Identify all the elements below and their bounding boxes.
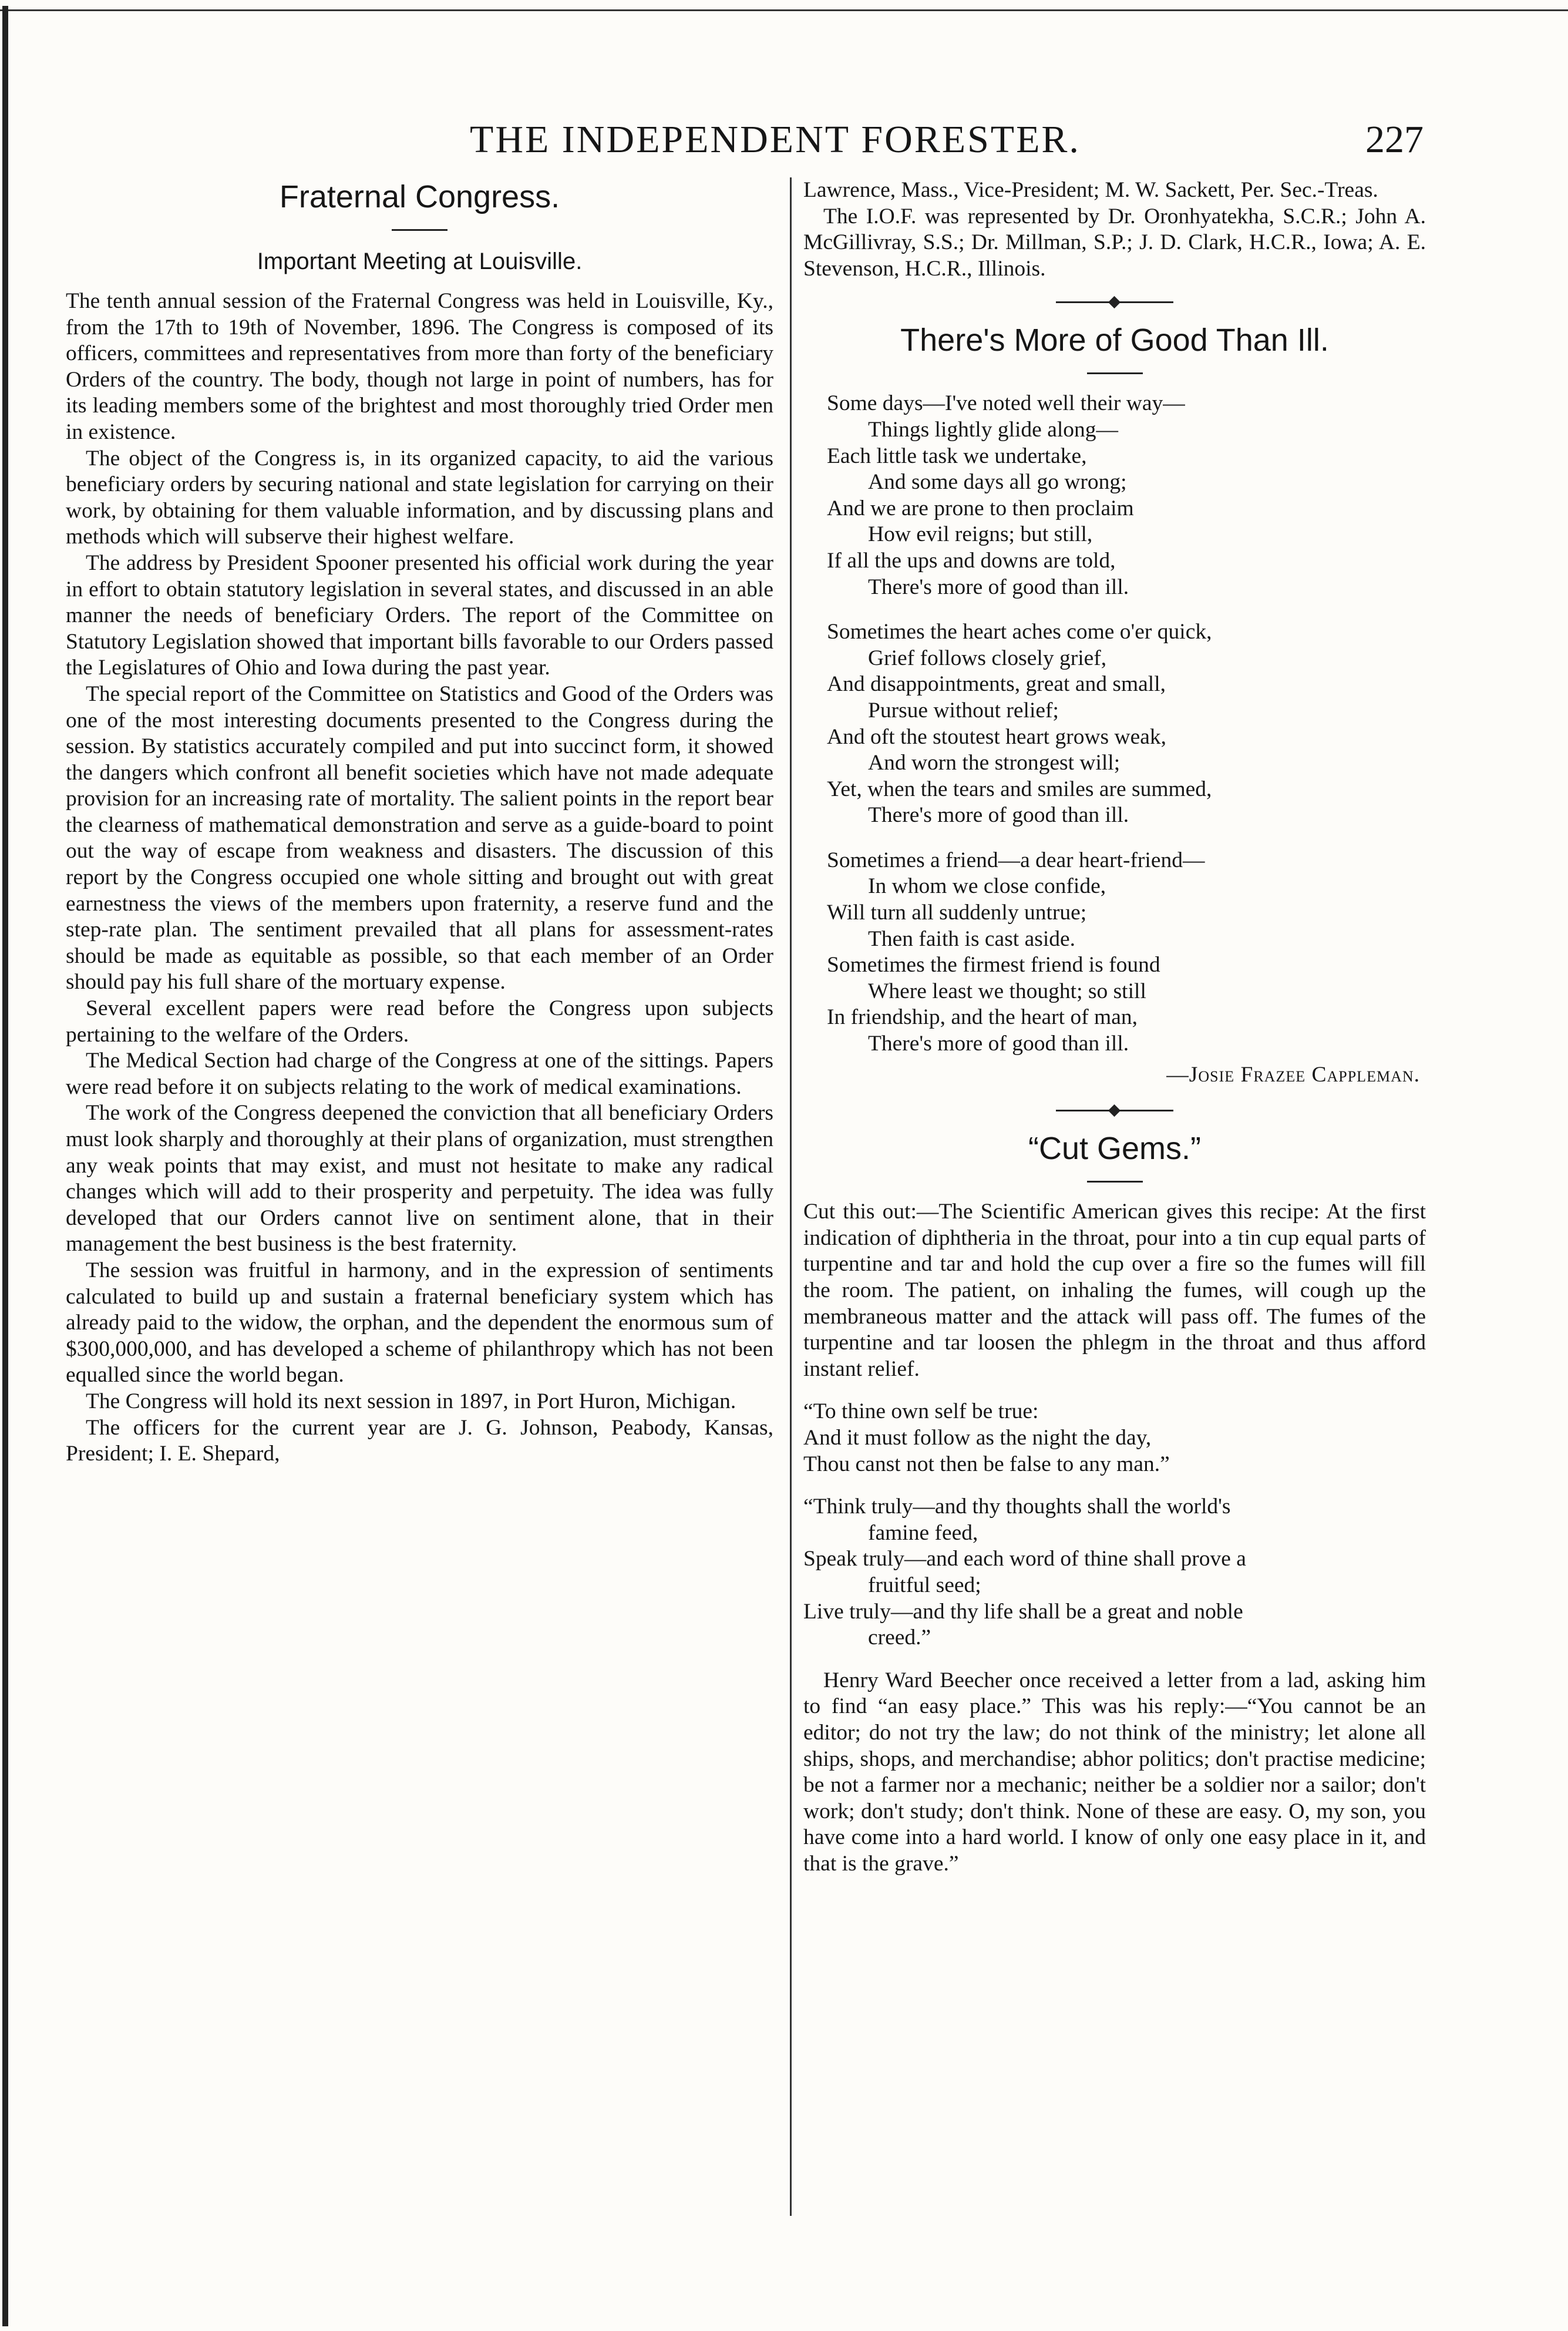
article-title: Fraternal Congress. [279, 179, 560, 214]
paragraph: Cut this out:—The Scientific American gives this recipe: At the first indication of diphtheria in the throat, pour into a tin cup equal parts of turpentine and tar and hold the cup over a fire so the fumes will fill the room. The patient, on inhaling the fumes, will cough up the membraneous matter and the attack will pass off. The fumes of the turpentine and tar loosen the phlegm in the throat and thus afford instant relief. [803, 1200, 1426, 1381]
section-ornament [1056, 297, 1173, 307]
poem-line: Pursue without relief; [868, 698, 1059, 723]
paragraph: The work of the Congress deepened the conviction that all beneficiary Orders must look sharply and thoroughly at their plans of organization, must strengthen any weak points that may exist, and must not hesitate to make any radical changes which will add to their prosperity and perpetuity. The idea was fully developed that our Orders cannot live on sentiment alone, that in their management the best business is the best fraternity. [66, 1101, 773, 1257]
top-border-line [0, 9, 1568, 11]
paragraph: Henry Ward Beecher once received a letter from a lad, asking him to find “an easy place.” This was his reply:—“You cannot be an editor; do not try the law; do not think of the ministry; let alone all ships, shops, and merchandise; abhor politics; don't practise medicine; be not a farmer nor a mechanic; neither be a soldier nor a sailor; don't work; don't study; don't think. None of these are easy. O, my son, you have come into a hard world. I know of only one easy place in it, and that is the grave.” [803, 1668, 1426, 1876]
quotation [803, 1399, 1426, 1477]
poem-line: If all the ups and downs are told, [827, 548, 1116, 573]
poem-stanza [803, 391, 1426, 600]
poem-line: Will turn all suddenly untrue; [827, 901, 1087, 925]
paragraph: The address by President Spooner presented his official work during the year in effort to obtain statutory legislation in several states, and discussed in an able manner the needs of beneficiary Orders. The report of the Committee on Statutory Legislation showed that important bills favorable to our Orders passed the Legislatures of Ohio and Iowa during the past year. [66, 550, 773, 680]
poem-line: Each little task we undertake, [827, 444, 1087, 468]
poem-line: Then faith is cast aside. [868, 926, 1076, 951]
paragraph: The object of the Congress is, in its organized capacity, to aid the various beneficiary orders by securing national and state legislation for carrying on their work, by obtaining for them valuable information, and by discussing plans and methods which will subserve their highest welfare. [66, 446, 773, 549]
left-column [66, 177, 773, 1467]
quote-line: Speak truly—and each word of thine shall prove a [803, 1547, 1246, 1571]
poem-line: Sometimes a friend—a dear heart-friend— [827, 848, 1205, 872]
quotation [803, 1494, 1426, 1651]
page-header [0, 117, 1433, 164]
poem-line: How evil reigns; but still, [868, 522, 1093, 547]
poem-line: And some days all go wrong; [868, 470, 1127, 495]
continued-text: Lawrence, Mass., Vice-President; M. W. Sackett, Per. Sec.-Treas. [803, 178, 1378, 202]
paragraph: The officers for the current year are J. G. Johnson, Peabody, Kansas, President; I. E. Shepard, [66, 1415, 773, 1466]
poem-stanza [803, 619, 1426, 829]
poem-line: Sometimes the firmest friend is found [827, 953, 1160, 978]
quote-line: “To thine own self be true: [803, 1399, 1039, 1424]
poem-line: Some days—I've noted well their way— [827, 391, 1185, 416]
section-ornament [1056, 1106, 1173, 1115]
title-rule [1087, 372, 1143, 374]
poem-line: There's more of good than ill. [868, 803, 1129, 828]
running-title: THE INDEPENDENT FORESTER. [470, 118, 1081, 161]
quote-line: Thou canst not then be false to any man.” [803, 1452, 1170, 1476]
binding-edge [2, 6, 8, 2326]
paragraph: Several excellent papers were read before the Congress upon subjects pertaining to the welfare of the Orders. [66, 996, 773, 1047]
poem-line: And we are prone to then proclaim [827, 496, 1134, 520]
section-title: “Cut Gems.” [1028, 1131, 1202, 1167]
poem-line: And worn the strongest will; [868, 751, 1121, 775]
quote-line: “Think truly—and thy thoughts shall the world's [803, 1494, 1231, 1519]
poem-line: In friendship, and the heart of man, [827, 1005, 1138, 1030]
quote-line: And it must follow as the night the day, [803, 1425, 1152, 1450]
poem-line: There's more of good than ill. [868, 1032, 1129, 1056]
title-rule [392, 229, 447, 231]
poem-line: And disappointments, great and small, [827, 672, 1166, 697]
quote-line: creed.” [868, 1625, 931, 1650]
column-divider [790, 177, 792, 2216]
poem-author: —Josie Frazee Cappleman. [1166, 1062, 1420, 1087]
paragraph: The session was fruitful in harmony, and in the expression of sentiments calculated to build up and sustain a fraternal beneficiary system which has already paid to the widow, the orphan, and the dependent the enormous sum of $300,000,000, and has developed a scheme of philanthropy which has not been equalled since the world began. [66, 1258, 773, 1388]
poem-stanza [803, 848, 1426, 1057]
paragraph: The Medical Section had charge of the Congress at one of the sittings. Papers were read before it on subjects relating to the work of medical examinations. [66, 1049, 773, 1099]
article-subtitle: Important Meeting at Louisville. [257, 248, 583, 274]
poem-title: There's More of Good Than Ill. [900, 323, 1329, 358]
paragraph: The Congress will hold its next session in 1897, in Port Huron, Michigan. [86, 1389, 736, 1413]
poem-line: Grief follows closely grief, [868, 646, 1107, 670]
right-column [803, 177, 1426, 1877]
quote-line: famine feed, [868, 1520, 978, 1545]
page-number: 227 [1365, 118, 1424, 161]
poem-line: Sometimes the heart aches come o'er quick, [827, 620, 1212, 644]
poem-line: And oft the stoutest heart grows weak, [827, 724, 1166, 749]
paragraph: The tenth annual session of the Fraternal Congress was held in Louisville, Ky., from the 17th to 19th of November, 1896. The Congress is composed of its officers, committees and representatives from more than forty of the beneficiary Orders of the country. The body, though not large in point of numbers, has for its leading members some of the brightest and most thoroughly tried Order men in existence. [66, 289, 773, 444]
title-rule [1087, 1181, 1143, 1183]
quote-line: Live truly—and thy life shall be a great and noble [803, 1599, 1243, 1624]
poem-line: Where least we thought; so still [868, 979, 1146, 1003]
quote-line: fruitful seed; [868, 1573, 981, 1597]
poem-line: Yet, when the tears and smiles are summed, [827, 777, 1212, 801]
poem-line: There's more of good than ill. [868, 575, 1129, 599]
paragraph: The special report of the Committee on Statistics and Good of the Orders was one of the most interesting documents presented to the Congress during the session. By statistics accurately compiled and put into succinct form, it showed the dangers which confront all benefit societies which have not made adequate provision for an increasing rate of mortality. The salient points in the report bear the clearness of mathematical demonstration and serve as a guide-board to point out the way of escape from weakness and disasters. The discussion of this report by the Congress occupied one whole sitting and brought out with great earnestness the views of the members upon fraternity, a reserve fund and the step-rate plan. The sentiment prevailed that all plans for assessment-rates should be made as equitable as possible, so that each member of an Order should pay his full share of the mortuary expense. [66, 681, 773, 995]
poem-line: In whom we close confide, [868, 874, 1106, 899]
poem-line: Things lightly glide along— [868, 417, 1119, 442]
paragraph: The I.O.F. was represented by Dr. Oronhyatekha, S.C.R.; John A. McGillivray, S.S.; Dr. Millman, S.P.; J. D. Clark, H.C.R., Iowa; A. E. Stevenson, H.C.R., Illinois. [803, 204, 1426, 281]
